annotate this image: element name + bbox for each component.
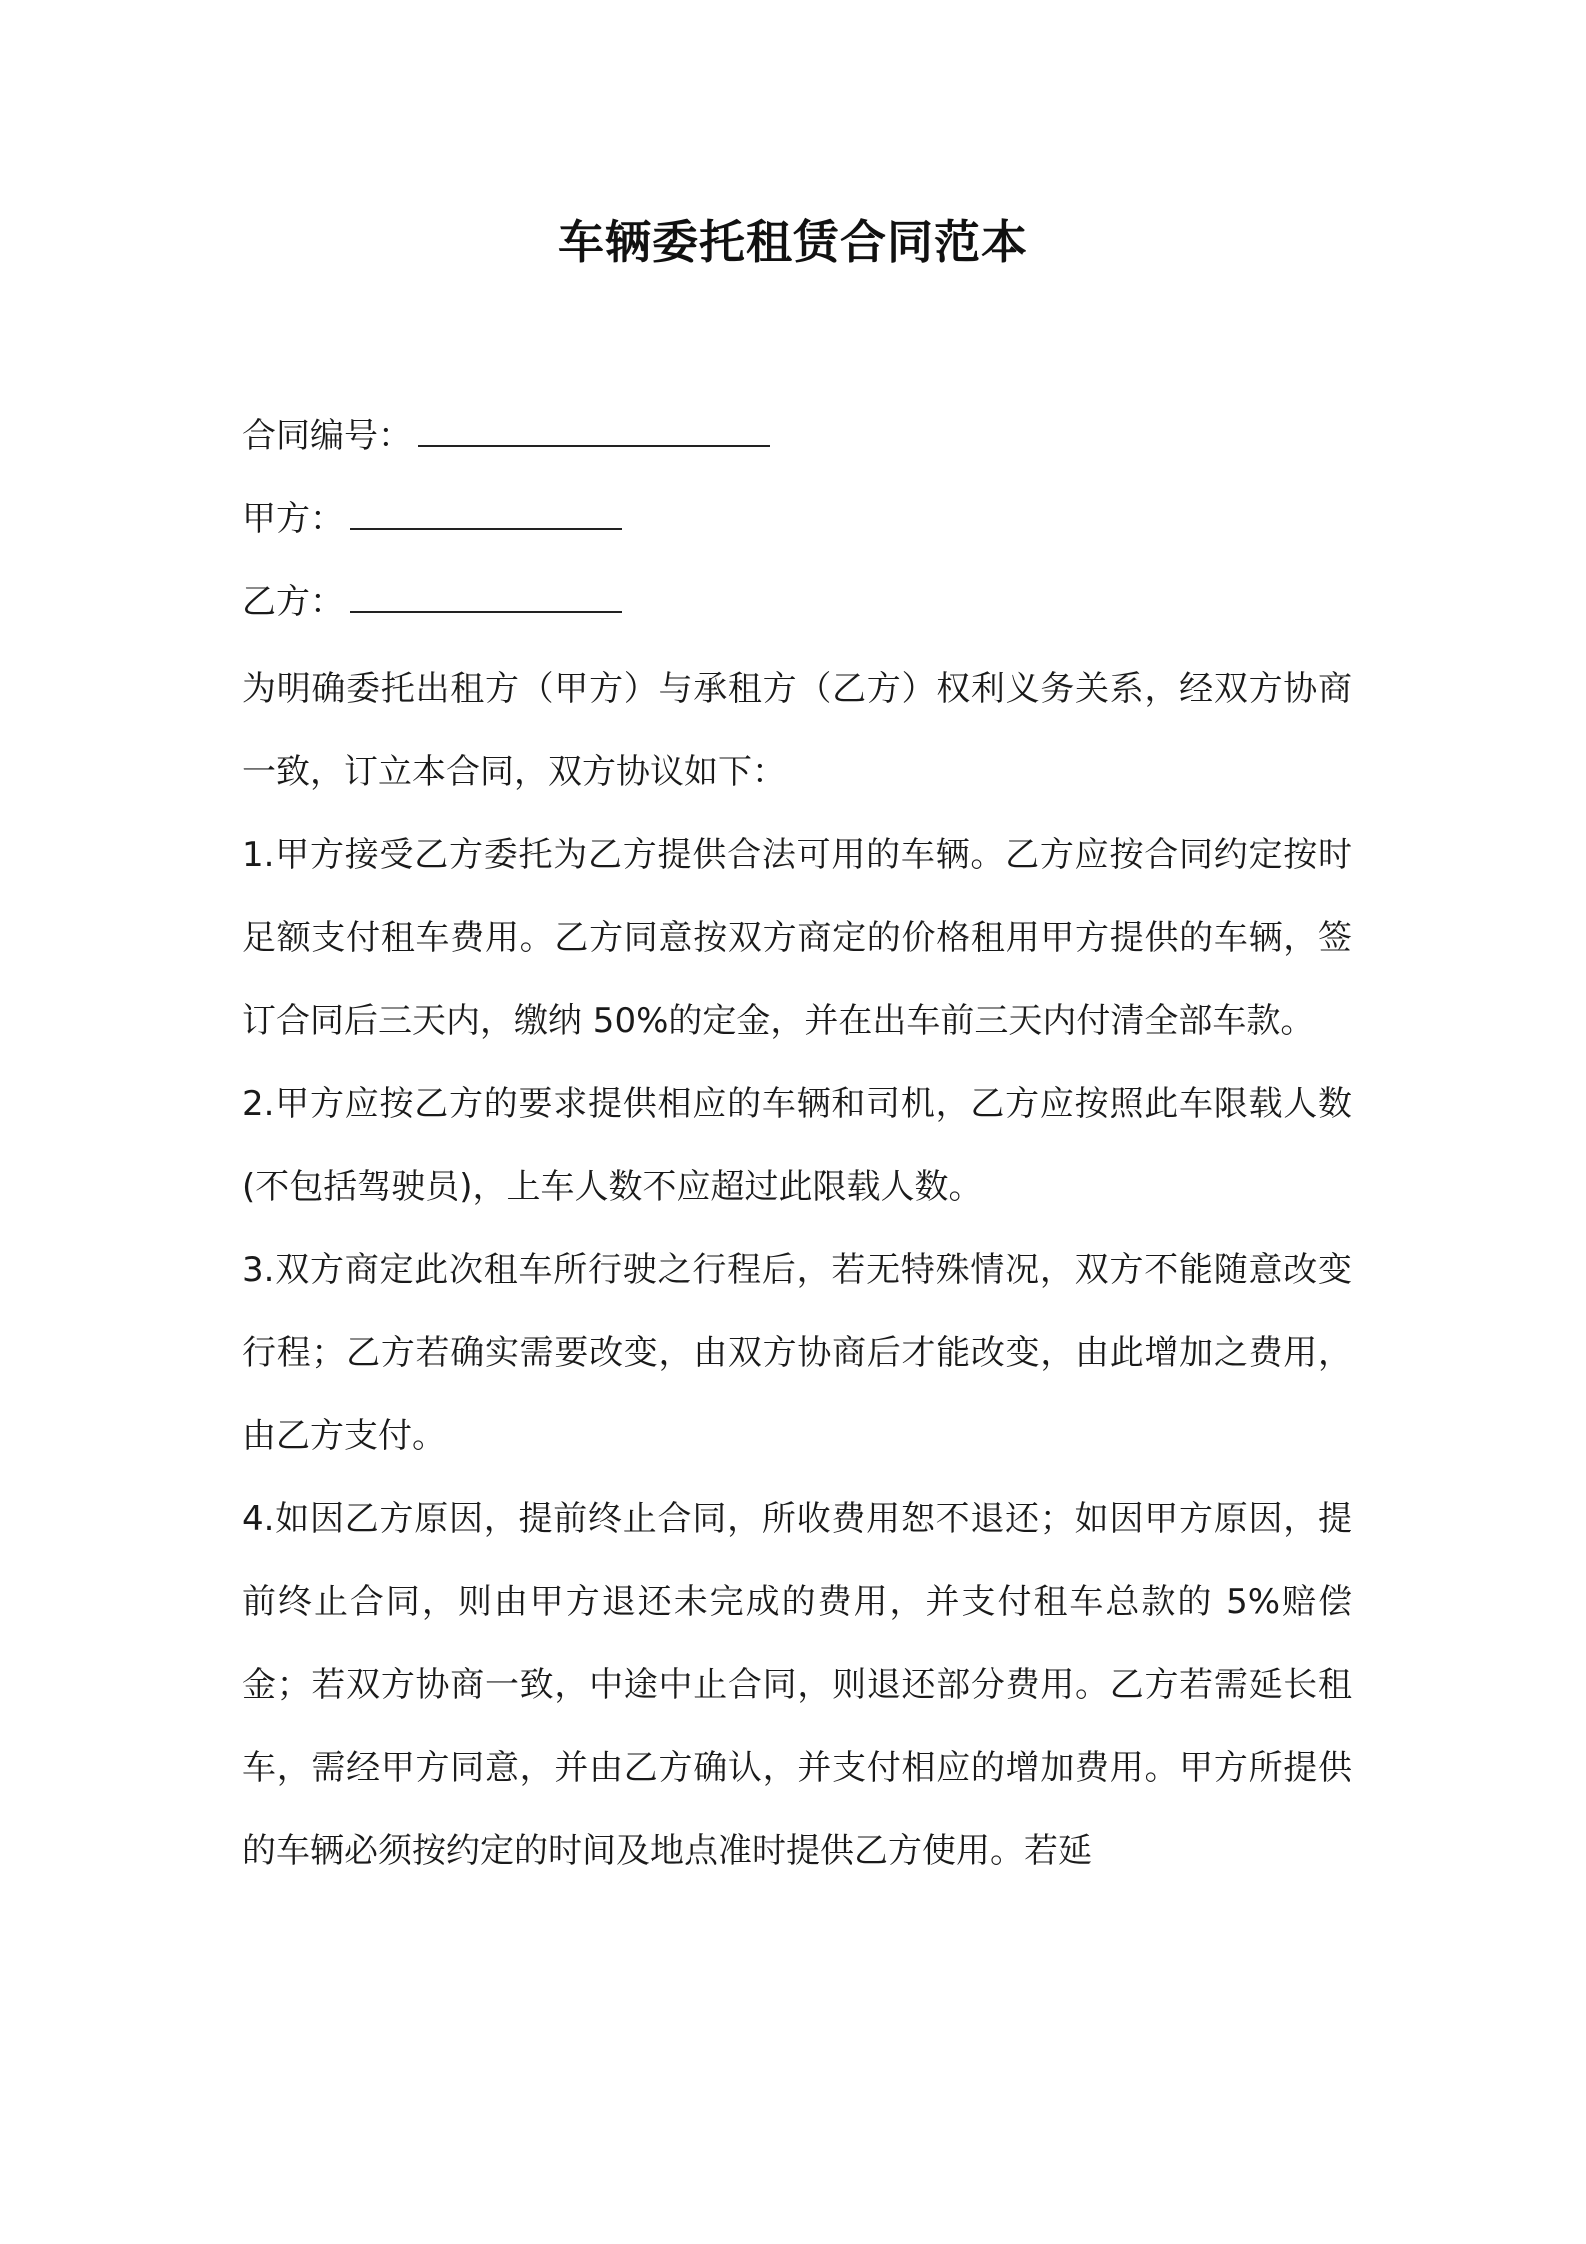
- party-a-blank: [350, 498, 622, 530]
- clause-3: 3.双方商定此次租车所行驶之行程后，若无特殊情况，双方不能随意改变行程；乙方若确实需要改变，由双方协商后才能改变，由此增加之费用，由乙方支付。: [242, 1250, 1352, 1456]
- contract-body: [242, 648, 1352, 1893]
- party-a-label: 甲方：: [242, 499, 344, 539]
- clause-2: 2.甲方应按乙方的要求提供相应的车辆和司机，乙方应按照此车限载人数(不包括驾驶员)，上车人数不应超过此限载人数。: [242, 1084, 1352, 1207]
- clause-1: 1.甲方接受乙方委托为乙方提供合法可用的车辆。乙方应按合同约定按时足额支付租车费用。乙方同意按双方商定的价格租用甲方提供的车辆，签订合同后三天内，缴纳 50%的定金，并在出车前三天内付清全部车款。: [242, 835, 1352, 1041]
- contract-number-label: 合同编号：: [242, 416, 412, 456]
- contract-number-blank: [418, 415, 770, 447]
- party-b-blank: [350, 581, 622, 613]
- party-a-field: [242, 496, 622, 542]
- clause-4: 4.如因乙方原因，提前终止合同，所收费用恕不退还；如因甲方原因，提前终止合同，则由甲方退还未完成的费用，并支付租车总款的 5%赔偿金；若双方协商一致，中途中止合同，则退还部分费用。乙方若需延长租车，需经甲方同意，并由乙方确认，并支付相应的增加费用。甲方所提供的车辆必须按约定的时间及地点准时提供乙方使用。若延: [242, 1499, 1352, 1871]
- document-title: 车辆委托租赁合同范本: [558, 215, 1028, 269]
- contract-number-field: [242, 413, 770, 459]
- party-b-field: [242, 579, 622, 625]
- intro-paragraph: 为明确委托出租方（甲方）与承租方（乙方）权利义务关系，经双方协商一致，订立本合同，双方协议如下：: [242, 669, 1352, 792]
- party-b-label: 乙方：: [242, 582, 344, 622]
